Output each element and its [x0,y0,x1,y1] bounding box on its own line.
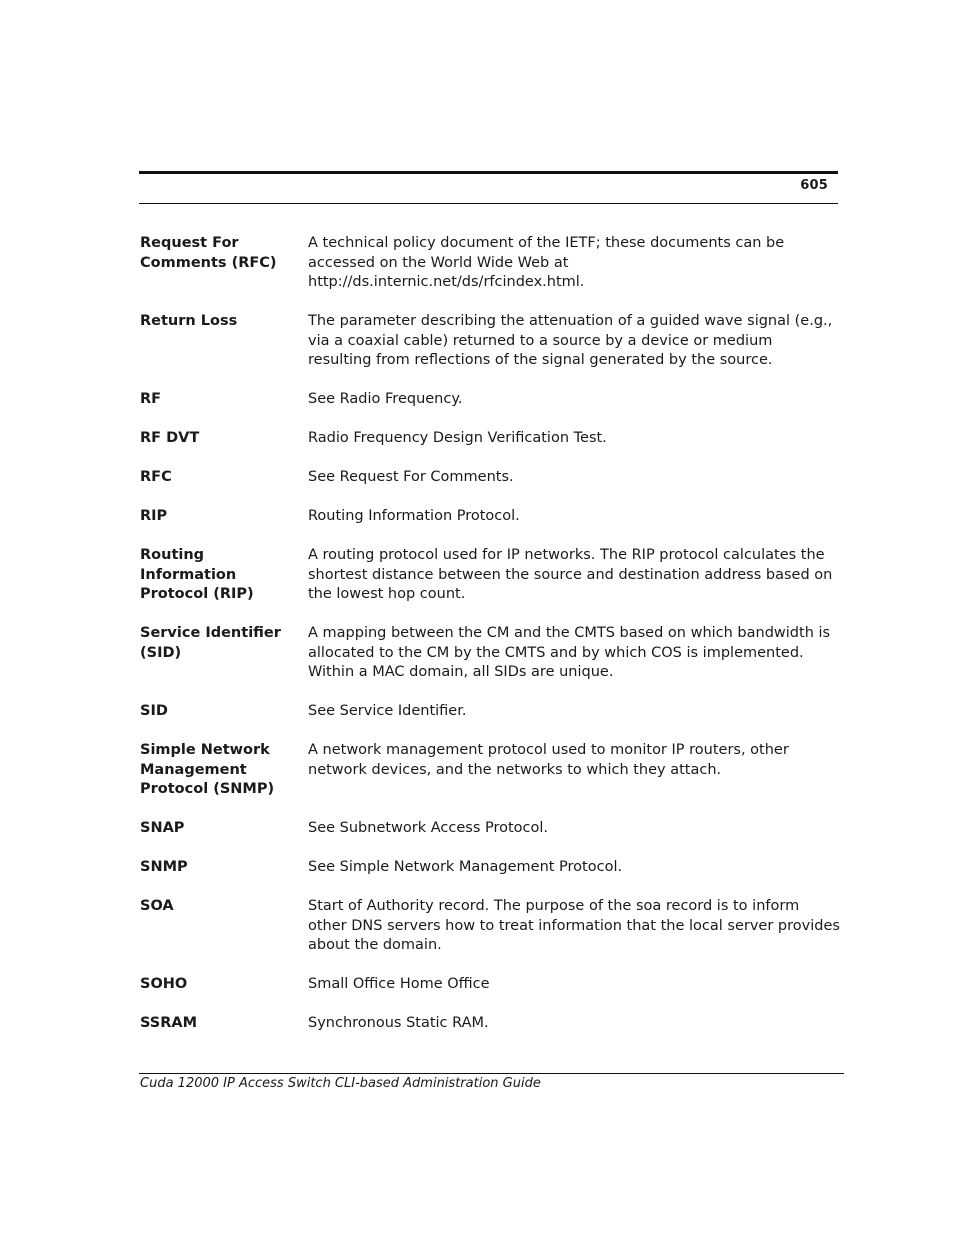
glossary-entry [140,624,840,683]
glossary-definition: A mapping between the CM and the CMTS based on which bandwidth is allocated to the CM by the CMTS and by which COS is implemented. Within a MAC domain, all SIDs are unique. [308,625,831,680]
glossary-term: SOHO [140,976,188,992]
glossary-entry [140,390,840,410]
glossary-definition: See Request For Comments. [308,469,514,485]
glossary-entry [140,312,840,371]
glossary-definition: Radio Frequency Design Verification Test. [308,430,607,446]
footer-rule [139,1073,844,1074]
glossary-entry [140,468,840,488]
glossary-term: SSRAM [140,1015,198,1031]
glossary-term: Request For Comments (RFC) [140,235,277,271]
glossary-definition: Small Office Home Office [308,976,490,992]
glossary-definition: A network management protocol used to monitor IP routers, other network devices, and the networks to which they attach. [308,742,789,778]
glossary-definition: See Radio Frequency. [308,391,463,407]
glossary-term: RF DVT [140,430,200,446]
glossary-definition: See Service Identifier. [308,703,467,719]
glossary-definition: See Subnetwork Access Protocol. [308,820,549,836]
glossary-entry [140,897,840,956]
glossary-entry [140,429,840,449]
glossary-definition: Start of Authority record. The purpose of the soa record is to inform other DNS servers how to treat information that the local server provides about the domain. [308,898,840,953]
page-number: 605 [800,178,828,193]
glossary-term: Simple Network Management Protocol (SNMP) [140,742,275,797]
glossary-definition: The parameter describing the attenuation of a guided wave signal (e.g., via a coaxial cable) returned to a source by a device or medium resulting from reflections of the signal generated by the source. [308,313,833,368]
glossary-term: SOA [140,898,174,914]
header-rule-thick [139,171,838,174]
glossary-term: Routing Information Protocol (RIP) [140,547,254,602]
glossary-entry [140,975,840,995]
glossary-definition: Synchronous Static RAM. [308,1015,489,1031]
glossary-term: Return Loss [140,313,238,329]
glossary-definition: Routing Information Protocol. [308,508,520,524]
glossary-entry [140,858,840,878]
glossary-definition: See Simple Network Management Protocol. [308,859,623,875]
glossary-term: RFC [140,469,172,485]
glossary-term: SNAP [140,820,185,836]
glossary-term: RIP [140,508,168,524]
glossary-entry [140,507,840,527]
glossary-definition: A routing protocol used for IP networks. The RIP protocol calculates the shortest distance between the source and destination address based on the lowest hop count. [308,547,833,602]
glossary-entry [140,1014,840,1034]
glossary-list [140,234,840,1053]
glossary-entry [140,741,840,800]
glossary-entry [140,234,840,293]
glossary-entry [140,702,840,722]
glossary-entry [140,546,840,605]
footer-title: Cuda 12000 IP Access Switch CLI-based Administration Guide [140,1076,541,1091]
header-rule-thin [139,203,838,204]
glossary-term: SNMP [140,859,188,875]
glossary-entry [140,819,840,839]
glossary-term: Service Identifier (SID) [140,625,281,661]
glossary-term: RF [140,391,162,407]
glossary-definition: A technical policy document of the IETF; these documents can be accessed on the World Wide Web at http://ds.internic.net/ds/rfcindex.html. [308,235,785,290]
glossary-term: SID [140,703,168,719]
